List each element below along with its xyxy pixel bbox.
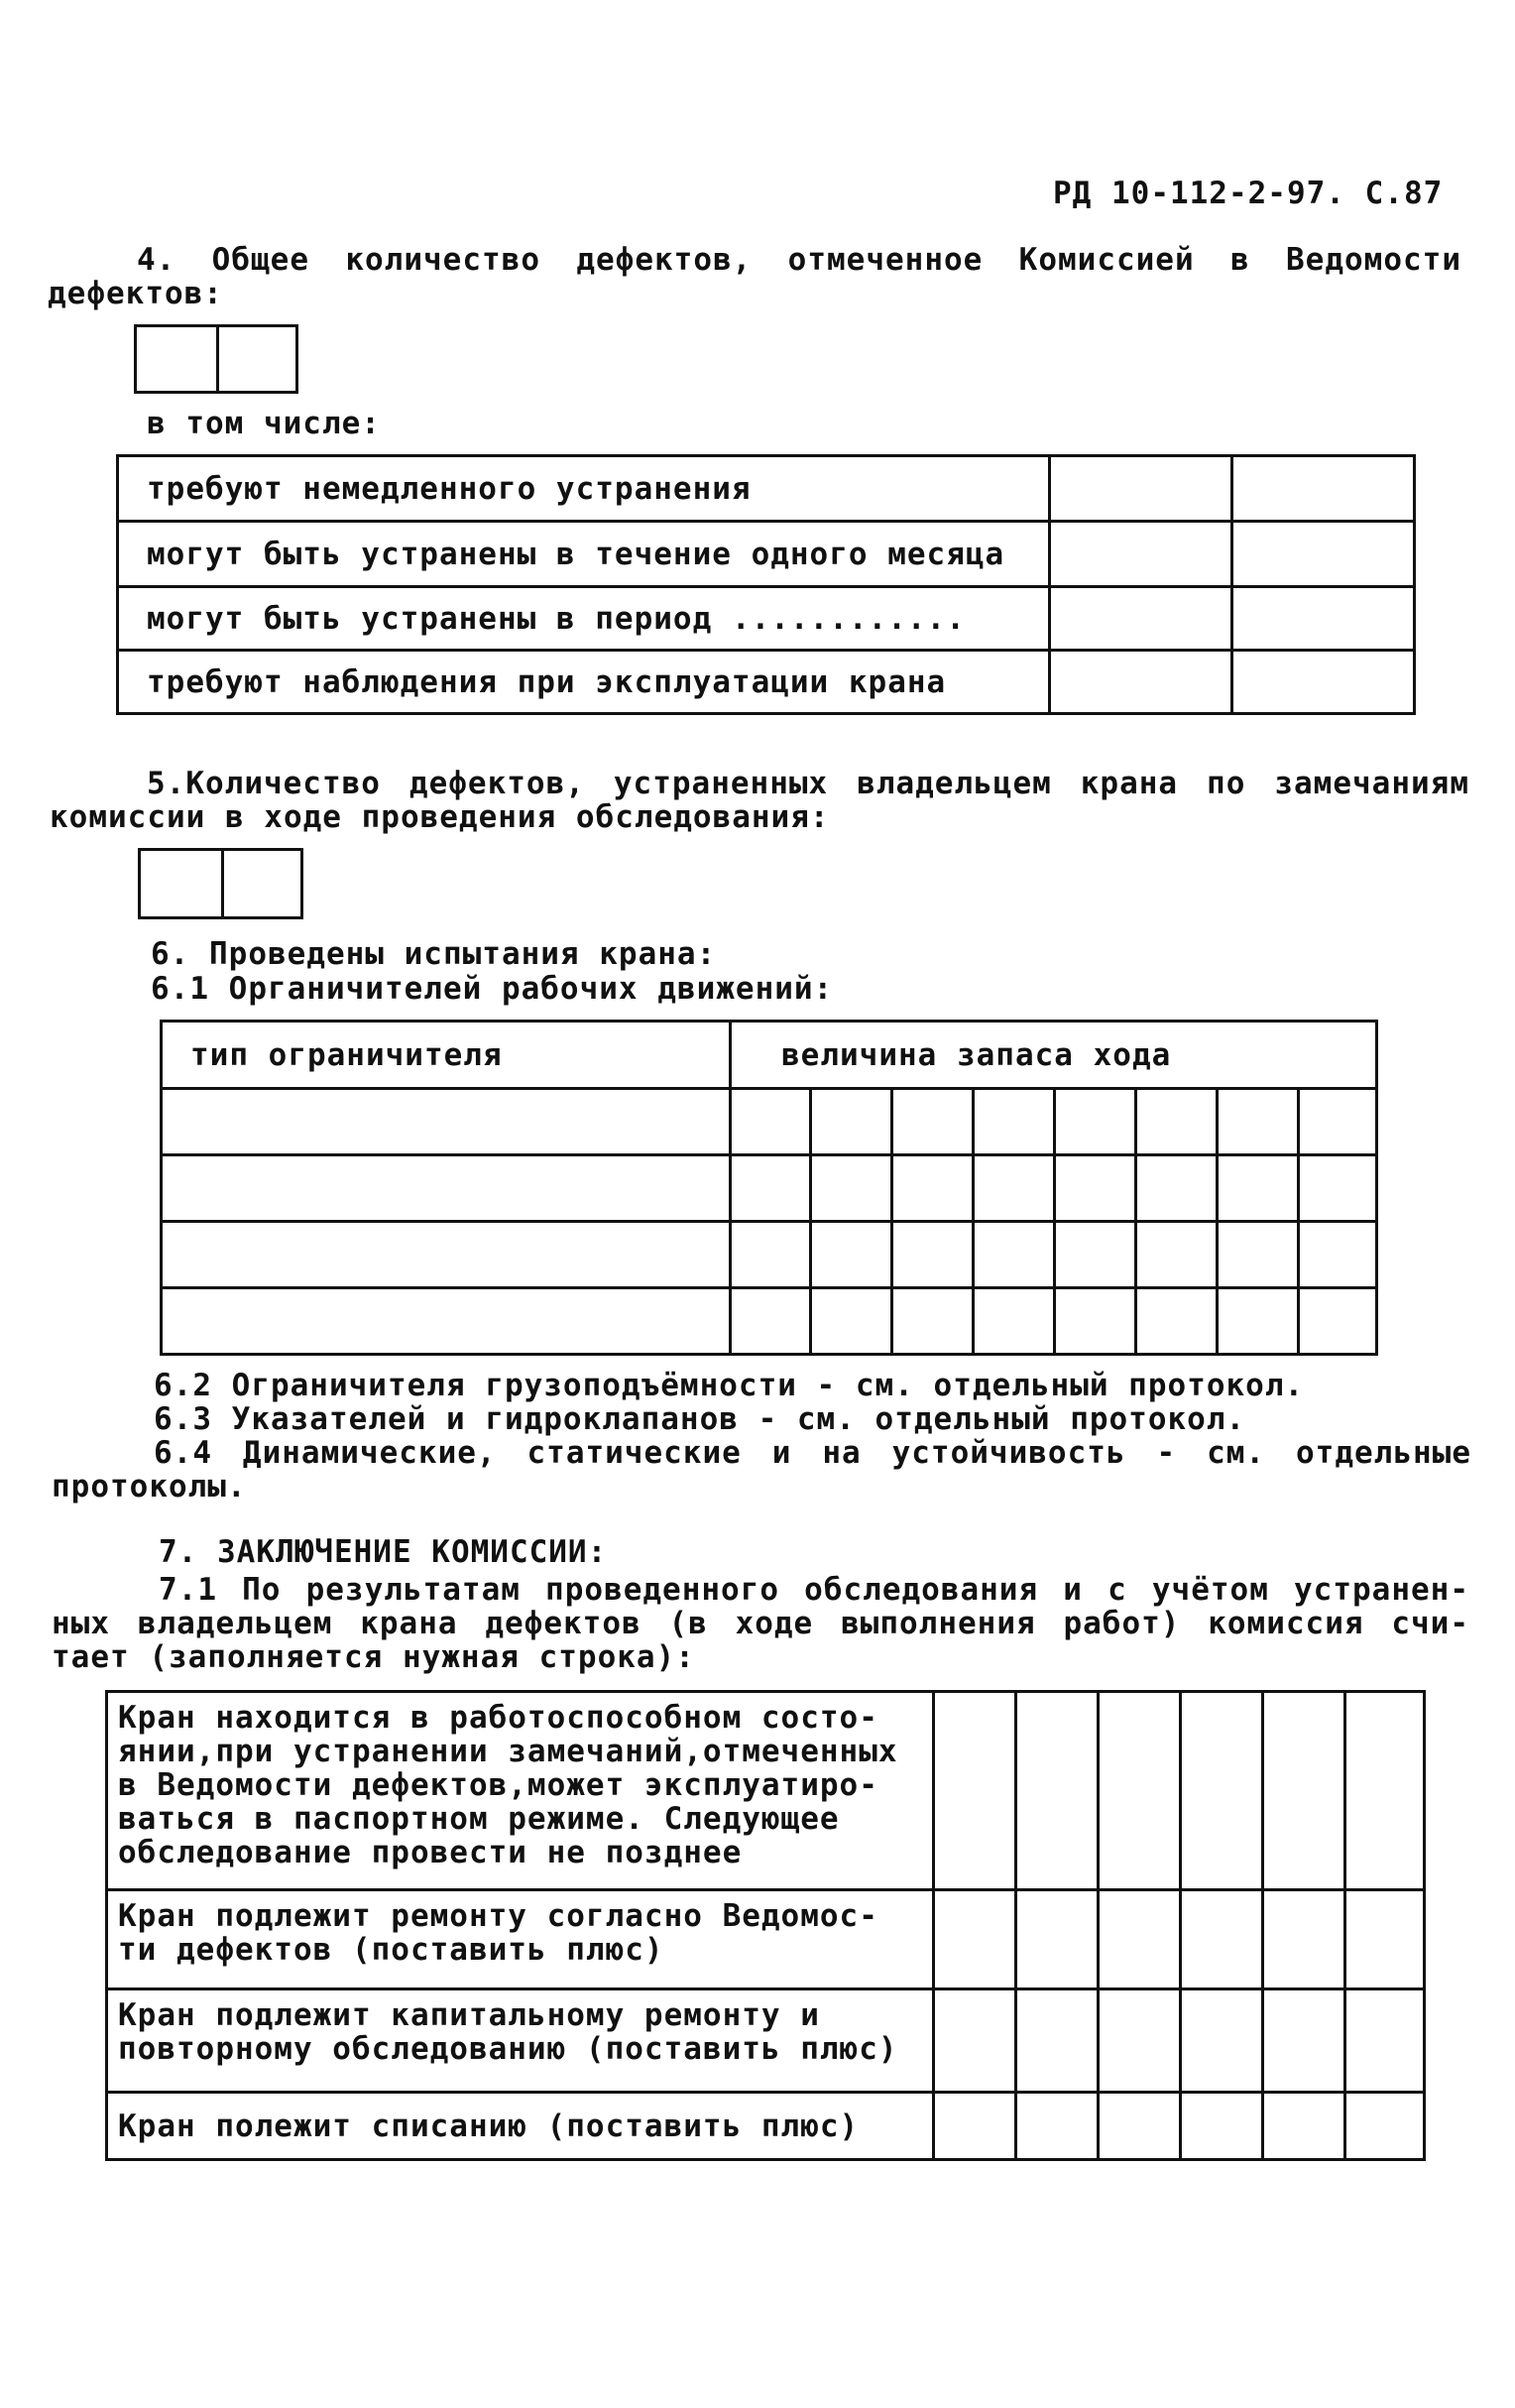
reserve-cell[interactable]: [1136, 1155, 1218, 1222]
defects-row-cell[interactable]: [1232, 456, 1415, 522]
defects-count-box-2[interactable]: [216, 324, 298, 394]
defects-row-cell[interactable]: [1050, 456, 1232, 522]
section7-line1: 7.1 По результатам проведенного обследования и с учётом устранен-: [159, 1572, 1469, 1608]
section7-title: 7. ЗАКЛЮЧЕНИЕ КОМИССИИ:: [159, 1534, 608, 1570]
reserve-cell[interactable]: [974, 1155, 1055, 1222]
conclusion-cell[interactable]: [1016, 1989, 1099, 2093]
limiter-type-header: тип ограничителя: [162, 1022, 731, 1089]
conclusion-row-label: [107, 1692, 934, 1890]
conclusion-text-line: Кран находится в работоспособном состо-: [118, 1700, 878, 1736]
conclusion-cell[interactable]: [1181, 1890, 1263, 1989]
defects-row-label: могут быть устранены в период ............: [118, 587, 1050, 651]
conclusion-cell[interactable]: [1345, 2093, 1425, 2160]
conclusion-cell[interactable]: [1099, 1692, 1181, 1890]
conclusion-cell[interactable]: [1016, 2093, 1099, 2160]
defects-row-cell[interactable]: [1232, 587, 1415, 651]
section6-1-title: 6.1 Органичителей рабочих движений:: [151, 971, 834, 1007]
conclusion-cell[interactable]: [1181, 2093, 1263, 2160]
reserve-cell[interactable]: [1218, 1222, 1299, 1288]
reserve-cell[interactable]: [1136, 1089, 1218, 1155]
section6-3-text: 6.3 Указателей и гидроклапанов - см. отдельный протокол.: [154, 1401, 1246, 1437]
section4-line2: дефектов:: [48, 276, 223, 311]
including-label: в том числе:: [147, 406, 381, 441]
conclusion-text-line: Кран подлежит ремонту согласно Ведомос-: [118, 1898, 878, 1934]
reserve-cell[interactable]: [731, 1089, 811, 1155]
conclusion-cell[interactable]: [1099, 1989, 1181, 2093]
conclusion-cell[interactable]: [934, 2093, 1016, 2160]
conclusion-cell[interactable]: [934, 1692, 1016, 1890]
defects-row-cell[interactable]: [1232, 522, 1415, 587]
fixed-count-box-1[interactable]: [138, 848, 224, 919]
defects-count-box-1[interactable]: [134, 324, 219, 394]
reserve-cell[interactable]: [1055, 1222, 1136, 1288]
defects-row-label: требуют наблюдения при эксплуатации крана: [118, 651, 1050, 714]
conclusion-cell[interactable]: [1016, 1890, 1099, 1989]
reserve-cell[interactable]: [811, 1089, 892, 1155]
reserve-cell[interactable]: [1055, 1155, 1136, 1222]
section6-title: 6. Проведены испытания крана:: [151, 936, 717, 972]
limiters-table: [160, 1020, 1378, 1356]
conclusion-text-line: повторному обследованию (поставить плюс): [118, 2031, 898, 2067]
reserve-cell[interactable]: [974, 1288, 1055, 1355]
reserve-cell[interactable]: [811, 1222, 892, 1288]
defects-row-cell[interactable]: [1050, 651, 1232, 714]
reserve-cell[interactable]: [892, 1288, 974, 1355]
limiter-type-cell[interactable]: [162, 1288, 731, 1355]
defects-breakdown-table: [116, 454, 1416, 715]
conclusion-cell[interactable]: [1181, 1989, 1263, 2093]
reserve-cell[interactable]: [731, 1288, 811, 1355]
conclusion-text-line: ти дефектов (поставить плюс): [118, 1932, 664, 1968]
fixed-count-box-2[interactable]: [221, 848, 303, 919]
defects-row-label: могут быть устранены в течение одного месяца: [118, 522, 1050, 587]
conclusion-cell[interactable]: [1263, 1692, 1345, 1890]
section7-line3: тает (заполняется нужная строка):: [52, 1639, 695, 1675]
reserve-cell[interactable]: [974, 1089, 1055, 1155]
conclusion-cell[interactable]: [1099, 2093, 1181, 2160]
conclusion-row-label: [107, 2093, 934, 2160]
conclusion-cell[interactable]: [934, 1890, 1016, 1989]
conclusion-cell[interactable]: [1263, 1890, 1345, 1989]
conclusion-cell[interactable]: [1016, 1692, 1099, 1890]
defects-row-cell[interactable]: [1232, 651, 1415, 714]
reserve-cell[interactable]: [892, 1222, 974, 1288]
conclusion-cell[interactable]: [1345, 1989, 1425, 2093]
reserve-cell[interactable]: [731, 1222, 811, 1288]
conclusion-row-label: [107, 1989, 934, 2093]
limiter-type-cell[interactable]: [162, 1222, 731, 1288]
conclusion-text-line: янии,при устранении замечаний,отмеченных: [118, 1734, 898, 1769]
travel-reserve-header: величина запаса хода: [731, 1022, 1377, 1089]
conclusion-text-line: обследование провести не позднее: [118, 1835, 743, 1870]
reserve-cell[interactable]: [1299, 1155, 1377, 1222]
conclusion-cell[interactable]: [1263, 1989, 1345, 2093]
defects-row-label: требуют немедленного устранения: [118, 456, 1050, 522]
section6-4-line2: протоколы.: [52, 1469, 247, 1505]
conclusion-cell[interactable]: [1345, 1890, 1425, 1989]
limiter-type-cell[interactable]: [162, 1155, 731, 1222]
section4-line1: 4. Общее количество дефектов, отмеченное Комиссией в Ведомости: [137, 242, 1461, 278]
section5-line2: комиссии в ходе проведения обследования:: [50, 799, 830, 835]
commission-conclusion-table: [105, 1690, 1426, 2161]
reserve-cell[interactable]: [811, 1155, 892, 1222]
conclusion-cell[interactable]: [1345, 1692, 1425, 1890]
reserve-cell[interactable]: [1299, 1222, 1377, 1288]
defects-row-cell[interactable]: [1050, 587, 1232, 651]
reserve-cell[interactable]: [892, 1089, 974, 1155]
section7-line2: ных владельцем крана дефектов (в ходе выполнения работ) комиссия счи-: [52, 1606, 1469, 1641]
conclusion-text-line: Кран подлежит капитальному ремонту и: [118, 1997, 820, 2033]
conclusion-cell[interactable]: [1099, 1890, 1181, 1989]
section5-line1: 5.Количество дефектов, устраненных владельцем крана по замечаниям: [147, 766, 1469, 801]
conclusion-cell[interactable]: [1263, 2093, 1345, 2160]
conclusion-row-label: [107, 1890, 934, 1989]
conclusion-cell[interactable]: [934, 1989, 1016, 2093]
reserve-cell[interactable]: [974, 1222, 1055, 1288]
reserve-cell[interactable]: [731, 1155, 811, 1222]
limiter-type-cell[interactable]: [162, 1089, 731, 1155]
conclusion-text-line: ваться в паспортном режиме. Следующее: [118, 1801, 840, 1837]
section6-2-text: 6.2 Ограничителя грузоподъёмности - см. отдельный протокол.: [154, 1368, 1305, 1403]
reserve-cell[interactable]: [1218, 1288, 1299, 1355]
reserve-cell[interactable]: [1299, 1288, 1377, 1355]
page-header: РД 10-112-2-97. С.87: [1053, 176, 1444, 211]
reserve-cell[interactable]: [892, 1155, 974, 1222]
section6-4-line1: 6.4 Динамические, статические и на устойчивость - см. отдельные: [154, 1435, 1471, 1471]
reserve-cell[interactable]: [1218, 1155, 1299, 1222]
reserve-cell[interactable]: [811, 1288, 892, 1355]
reserve-cell[interactable]: [1055, 1288, 1136, 1355]
reserve-cell[interactable]: [1055, 1089, 1136, 1155]
conclusion-text-line: Кран полежит списанию (поставить плюс): [118, 2107, 860, 2144]
conclusion-text-line: в Ведомости дефектов,может эксплуатиро-: [118, 1767, 878, 1803]
reserve-cell[interactable]: [1299, 1089, 1377, 1155]
reserve-cell[interactable]: [1136, 1288, 1218, 1355]
defects-row-cell[interactable]: [1050, 522, 1232, 587]
reserve-cell[interactable]: [1136, 1222, 1218, 1288]
reserve-cell[interactable]: [1218, 1089, 1299, 1155]
conclusion-cell[interactable]: [1181, 1692, 1263, 1890]
